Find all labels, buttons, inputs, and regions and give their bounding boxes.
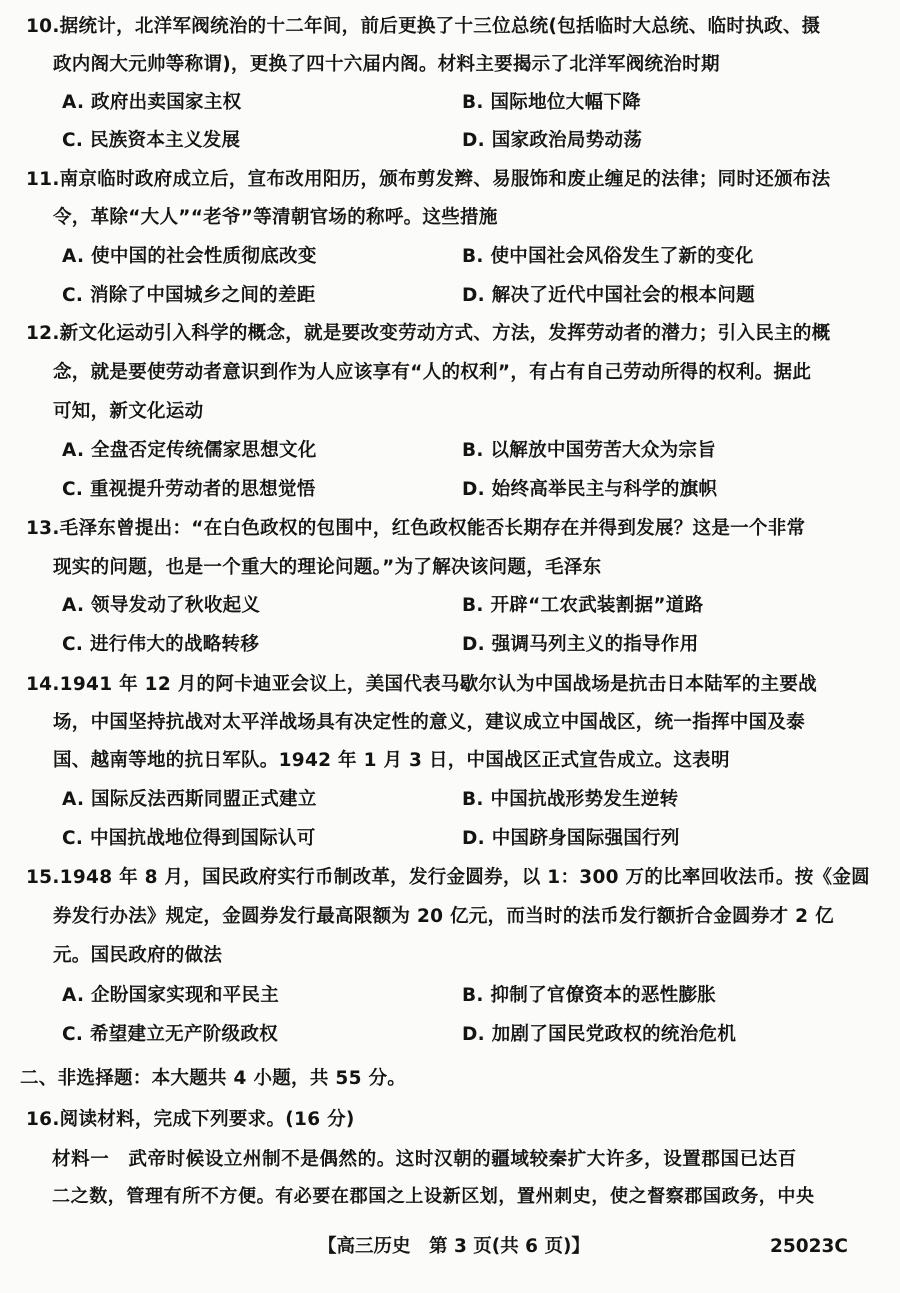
q11-line-1: 11.南京临时政府成立后，宣布改用阳历，颁布剪发辫、易服饰和废止缠足的法律；同时还颁布法 bbox=[26, 169, 831, 190]
q13-option-d: D. 强调马列主义的指导作用 bbox=[462, 634, 699, 655]
q11-option-d: D. 解决了近代中国社会的根本问题 bbox=[462, 285, 755, 306]
q12-line-1: 12.新文化运动引入科学的概念，就是要改变劳动方式、方法，发挥劳动者的潜力；引入民主的概 bbox=[26, 323, 831, 344]
q11-option-a: A. 使中国的社会性质彻底改变 bbox=[62, 246, 317, 267]
q15-option-d: D. 加剧了国民党政权的统治危机 bbox=[462, 1024, 737, 1045]
q14-option-c: C. 中国抗战地位得到国际认可 bbox=[62, 828, 316, 849]
q10-option-b: B. 国际地位大幅下降 bbox=[462, 92, 641, 113]
q10-line-2: 政内阁大元帅等称谓)，更换了四十六届内阁。材料主要揭示了北洋军阀统治时期 bbox=[53, 54, 720, 75]
q11-line-2: 令，革除“大人”“老爷”等清朝官场的称呼。这些措施 bbox=[53, 207, 498, 228]
q15-line-1: 15.1948 年 8 月，国民政府实行币制改革，发行金圆券，以 1：300 万的比率回收法币。按《金圆 bbox=[26, 867, 870, 888]
section-header: 二、非选择题：本大题共 4 小题，共 55 分。 bbox=[20, 1068, 407, 1089]
q14-line-1: 14.1941 年 12 月的阿卡迪亚会议上，美国代表马歇尔认为中国战场是抗击日本陆军的主要战 bbox=[26, 674, 817, 695]
q15-option-a: A. 企盼国家实现和平民主 bbox=[62, 985, 280, 1006]
material-line-2: 二之数，管理有所不方便。有必要在郡国之上设新区划，置州刺史，使之督察郡国政务，中央 bbox=[52, 1186, 815, 1207]
page-footer-label: 【高三历史 第 3 页(共 6 页)】 bbox=[318, 1236, 590, 1257]
q12-line-3: 可知，新文化运动 bbox=[53, 401, 204, 422]
q12-option-d: D. 始终高举民主与科学的旗帜 bbox=[462, 479, 718, 500]
q14-option-a: A. 国际反法西斯同盟正式建立 bbox=[62, 789, 317, 810]
q15-line-3: 元。国民政府的做法 bbox=[53, 945, 223, 966]
q10-option-a: A. 政府出卖国家主权 bbox=[62, 92, 242, 113]
q12-option-a: A. 全盘否定传统儒家思想文化 bbox=[62, 440, 317, 461]
q15-line-2: 券发行办法》规定，金圆券发行最高限额为 20 亿元，而当时的法币发行额折合金圆券才 2 亿 bbox=[53, 906, 834, 927]
q14-line-2: 场，中国坚持抗战对太平洋战场具有决定性的意义，建议成立中国战区，统一指挥中国及泰 bbox=[53, 712, 806, 733]
q13-option-a: A. 领导发动了秋收起义 bbox=[62, 595, 261, 616]
q14-line-3: 国、越南等地的抗日军队。1942 年 1 月 3 日，中国战区正式宣告成立。这表明 bbox=[53, 750, 730, 771]
q12-option-b: B. 以解放中国劳苦大众为宗旨 bbox=[462, 440, 717, 461]
q11-option-b: B. 使中国社会风俗发生了新的变化 bbox=[462, 246, 754, 267]
q10-option-d: D. 国家政治局势动荡 bbox=[462, 130, 643, 151]
q15-option-b: B. 抑制了官僚资本的恶性膨胀 bbox=[462, 985, 717, 1006]
q13-line-2: 现实的问题，也是一个重大的理论问题。”为了解决该问题，毛泽东 bbox=[53, 557, 602, 578]
q13-line-1: 13.毛泽东曾提出：“在白色政权的包围中，红色政权能否长期存在并得到发展？这是一个非常 bbox=[26, 518, 806, 539]
q13-option-b: B. 开辟“工农武装割据”道路 bbox=[462, 595, 704, 616]
material-line-1: 材料一 武帝时候设立州制不是偶然的。这时汉朝的疆域较秦扩大许多，设置郡国已达百 bbox=[52, 1149, 797, 1170]
q10-line-1: 10.据统计，北洋军阀统治的十二年间，前后更换了十三位总统(包括临时大总统、临时执政、摄 bbox=[26, 16, 821, 37]
q13-option-c: C. 进行伟大的战略转移 bbox=[62, 634, 260, 655]
q16-prompt: 16.阅读材料，完成下列要求。(16 分) bbox=[26, 1109, 355, 1130]
q12-option-c: C. 重视提升劳动者的思想觉悟 bbox=[62, 479, 316, 500]
q10-option-c: C. 民族资本主义发展 bbox=[62, 130, 241, 151]
q12-line-2: 念，就是要使劳动者意识到作为人应该享有“人的权利”，有占有自己劳动所得的权利。据此 bbox=[53, 362, 812, 383]
q15-option-c: C. 希望建立无产阶级政权 bbox=[62, 1024, 278, 1045]
q14-option-d: D. 中国跻身国际强国行列 bbox=[462, 828, 680, 849]
q14-option-b: B. 中国抗战形势发生逆转 bbox=[462, 789, 679, 810]
exam-code: 25023C bbox=[770, 1236, 848, 1257]
q11-option-c: C. 消除了中国城乡之间的差距 bbox=[62, 285, 316, 306]
